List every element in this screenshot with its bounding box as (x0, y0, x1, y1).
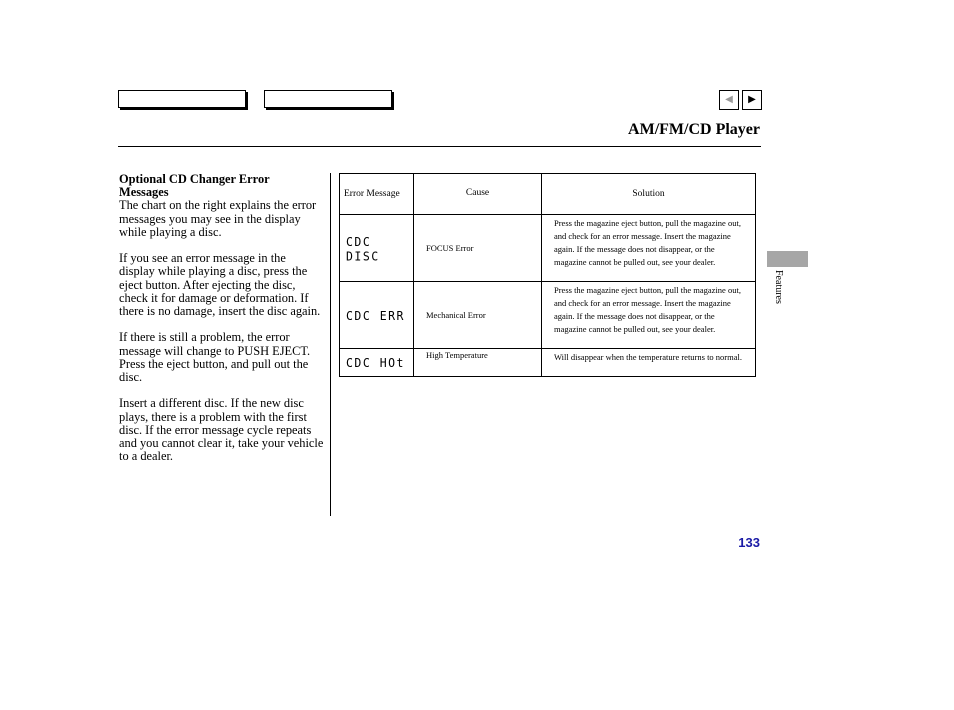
column-divider (330, 173, 331, 516)
paragraph: Insert a different disc. If the new disc plays, there is a problem with the first disc. If the error message cycle repeats and you cannot clear it, take your vehicle to a dealer. (119, 396, 324, 464)
page-title: AM/FM/CD Player (628, 121, 760, 138)
next-page-button[interactable] (742, 90, 762, 110)
cause-cell: FOCUS Error (414, 215, 542, 282)
lcd-display-text: CDC HOt (340, 348, 414, 377)
error-message-table (339, 173, 756, 377)
lcd-display-text: CDC ERR (340, 280, 414, 350)
right-arrow-icon: ▶ (748, 94, 756, 105)
section-heading-line-1: Optional CD Changer Error (119, 172, 270, 186)
section-tab-marker (767, 251, 808, 267)
cause-cell: High Temperature (414, 349, 542, 377)
nav-link-box-2[interactable] (264, 90, 392, 108)
solution-cell: Press the magazine eject button, pull the magazine out, and check for an error message. Insert the magazine again. If the message does not disappear, or the magazine cannot be pulled out, see your dealer. (542, 215, 756, 282)
paragraph: If you see an error message in the display while playing a disc, press the eject button. After ejecting the disc, check it for damage or deformation. If there is no damage, insert the disc again. (119, 251, 321, 319)
header-cause: Cause (414, 174, 542, 215)
lcd-display-text: CDC DISC (340, 213, 414, 283)
left-arrow-icon: ◀ (725, 94, 733, 105)
table-row (340, 282, 756, 349)
table-header-row (340, 174, 756, 215)
table-row (340, 215, 756, 282)
nav-link-box-1[interactable] (118, 90, 246, 108)
paragraph: If there is still a problem, the error message will change to PUSH EJECT. Press the eject button, and pull out the disc. (119, 330, 311, 385)
cause-cell: Mechanical Error (414, 282, 542, 349)
solution-cell: Press the magazine eject button, pull the magazine out, and check for an error message. Insert the magazine again. If the message does not disappear, or the magazine cannot be pulled out, see your dealer. (542, 282, 756, 349)
section-heading-line-2: Messages (119, 185, 169, 200)
header-error-message: Error Message (340, 174, 414, 215)
header-solution: Solution (542, 174, 756, 215)
page-number: 133 (738, 535, 760, 550)
previous-page-button[interactable] (719, 90, 739, 110)
table-row (340, 349, 756, 377)
solution-cell: Will disappear when the temperature returns to normal. (542, 349, 756, 377)
section-label: Features (773, 270, 784, 304)
intro-column (119, 173, 324, 477)
paragraph: The chart on the right explains the error messages you may see in the display while playing a disc. (119, 198, 317, 239)
header-divider (118, 146, 761, 147)
section-heading (119, 173, 324, 199)
